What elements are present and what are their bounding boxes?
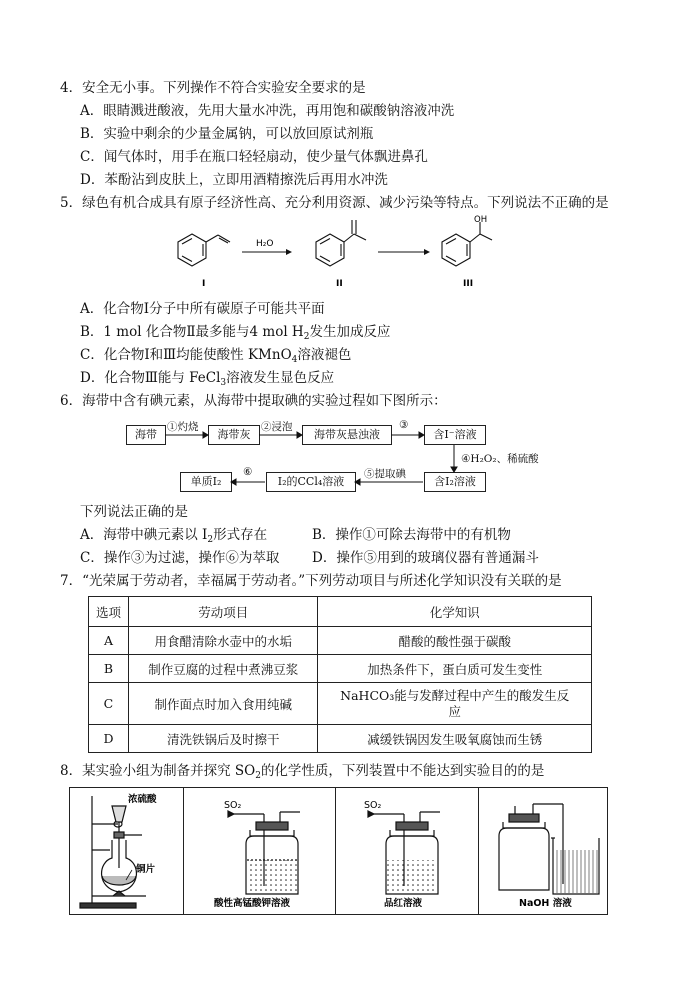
q5-option-a: A．化合物Ⅰ分子中所有碳原子可能共平面 [80, 301, 325, 317]
q6-prompt: 下列说法正确的是 [80, 504, 188, 520]
q6-stem: 6．海带中含有碘元素，从海带中提取碘的实验过程如下图所示： [60, 393, 447, 409]
label-kmno4-solution: 酸性高锰酸钾溶液 [214, 898, 291, 909]
q4-stem: 4．安全无小事。下列操作不符合实验安全要求的是 [60, 80, 366, 96]
q6-option-a: A．海带中碘元素以 $I_2$形式存在 [80, 527, 268, 545]
hydroxyl-label: OH [474, 215, 488, 225]
compound-ii-label: II [336, 279, 343, 289]
table-header-row [89, 597, 592, 627]
step-1-label: ①灼烧 [167, 421, 199, 433]
apparatus-a-generator [70, 788, 182, 913]
q6-option-c: C．操作③为过滤，操作⑥为萃取 [80, 550, 280, 566]
flow-box-kelp: 海带 [126, 425, 166, 445]
flow-box-kelp-ash: 海带灰 [208, 425, 260, 445]
q7-stem: 7．“光荣属于劳动者，幸福属于劳动者。”下列劳动项目与所述化学知识没有关联的是 [60, 573, 562, 589]
gas-label-b: SO₂ [224, 800, 242, 811]
flow-box-suspension: 海带灰悬浊液 [302, 425, 392, 445]
q8-stem: 8．某实验小组为制备并探究 $SO_2$的化学性质，下列装置中不能达到实验目的的是 [60, 763, 545, 781]
header-option: 选项 [89, 597, 129, 627]
label-naoh-solution: NaOH 溶液 [519, 898, 572, 909]
q6-option-b: B．操作①可除去海带中的有机物 [312, 527, 511, 543]
q4-option-a: A．眼睛溅进酸液，先用大量水冲洗，再用饱和碳酸钠溶液冲洗 [80, 103, 455, 119]
apparatus-c-magenta-bottle [336, 788, 478, 913]
q5-option-c: C．化合物Ⅰ和Ⅲ均能使酸性 KMnO$_4$溶液褪色 [80, 347, 352, 365]
apparatus-b-kmno4-bottle [184, 788, 334, 913]
q4-option-b: B．实验中剩余的少量金属钠，可以放回原试剂瓶 [80, 126, 374, 142]
label-magenta-solution: 品红溶液 [384, 898, 423, 909]
reagent-h2o: H₂O [256, 239, 274, 249]
flow-box-iodine-solution: 含I₂溶液 [424, 472, 486, 492]
q5-stem: 5．绿色有机合成具有原子经济性高、充分利用资源、减少污染等特点。下列说法不正确的是 [60, 195, 609, 211]
apparatus-d-naoh-absorber [479, 788, 605, 913]
q7-table [88, 596, 592, 753]
q4-option-d: D．苯酚沾到皮肤上，立即用酒精擦洗后再用水冲洗 [80, 172, 388, 188]
step-4-label: ④H₂O₂、稀硫酸 [461, 453, 539, 465]
q5-option-d: D．化合物Ⅲ能与 FeCl$_3$溶液发生显色反应 [80, 370, 335, 388]
label-conc-sulfuric-acid: 浓硫酸 [128, 794, 157, 805]
gas-label-c: SO₂ [364, 800, 382, 811]
table-row: B 制作豆腐的过程中煮沸豆浆 加热条件下，蛋白质可发生变性 [89, 655, 592, 683]
flow-box-iodide-solution: 含I⁻溶液 [424, 425, 486, 445]
step-2-label: ②浸泡 [261, 421, 293, 433]
header-chem-knowledge: 化学知识 [318, 597, 592, 627]
header-labor-item: 劳动项目 [128, 597, 318, 627]
label-copper-sheet: 铜片 [136, 864, 156, 875]
compound-iii-label: III [463, 279, 474, 289]
step-3-label: ③ [399, 419, 409, 431]
table-row: A 用食醋清除水壶中的水垢 醋酸的酸性强于碳酸 [89, 627, 592, 655]
table-row: C 制作面点时加入食用纯碱 NaHCO₃能与发酵过程中产生的酸发生反应 [89, 683, 592, 725]
q5-option-b: B．1 mol 化合物Ⅱ最多能与4 mol $H_2$发生加成反应 [80, 324, 391, 342]
compound-i-label: I [202, 279, 206, 289]
table-row: D 清洗铁锅后及时擦干 减缓铁锅因发生吸氧腐蚀而生锈 [89, 725, 592, 753]
flow-box-ccl4-solution: I₂的CCl₄溶液 [266, 472, 356, 492]
step-5-label: ⑤提取碘 [364, 468, 406, 480]
q4-option-c: C．闻气体时，用手在瓶口轻轻扇动，使少量气体飘进鼻孔 [80, 149, 428, 165]
flow-box-elemental-iodine: 单质I₂ [180, 472, 232, 492]
step-6-label: ⑥ [243, 466, 253, 478]
q6-option-d: D．操作⑤用到的玻璃仪器有普通漏斗 [312, 550, 539, 566]
